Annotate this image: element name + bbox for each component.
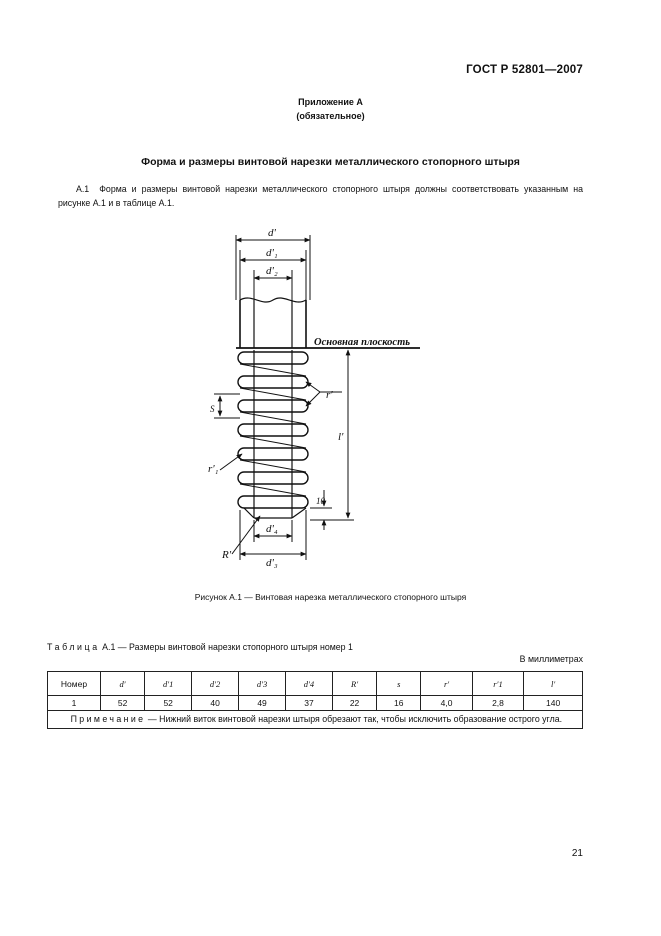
table-cell: 2,8 [472,696,523,711]
table-caption [47,642,353,652]
document-code: ГОСТ Р 52801—2007 [466,64,583,76]
label-r1: r'₁ [208,463,219,475]
header-cell: d′4 [286,672,333,696]
figure-caption: Рисунок А.1 — Винтовая нарезка металлического стопорного штыря [194,592,467,602]
label-r: r' [326,389,333,401]
table-note-row [48,711,583,729]
note-prefix: Примечание [70,714,146,724]
appendix-title: Приложение А [298,97,363,107]
paragraph-text: Форма и размеры винтовой нарезки металлического стопорного штыря должны соответствовать указанным на рисунке А.1 и в таблице А.1. [58,184,583,208]
header-cell: Номер [48,672,101,696]
table-caption-rest: А.1 — Размеры винтовой нарезки стопорного штыря номер 1 [99,642,353,652]
label-d4: d'₄ [266,523,278,535]
appendix-status: (обязательное) [296,111,365,121]
label-base-plane: Основная плоскость [314,337,411,348]
section-title: Форма и размеры винтовой нарезки металлического стопорного штыря [141,156,520,168]
label-l: l' [338,431,344,443]
appendix-heading [0,95,661,123]
table-row [48,696,583,711]
header-cell: l′ [524,672,583,696]
table-cell: 52 [145,696,192,711]
thread-drawing [192,220,432,580]
header-cell: d′2 [192,672,239,696]
label-10: 10 [316,496,325,506]
table-units: В миллиметрах [519,654,583,664]
table-cell: 40 [192,696,239,711]
page-number: 21 [571,848,583,859]
label-d: d' [268,227,276,239]
label-d2: d'₂ [266,265,278,277]
table-note [48,711,583,729]
table-caption-prefix: Таблица [47,642,100,652]
table-header-row [48,672,583,696]
table-cell: 1 [48,696,101,711]
header-cell: r′1 [472,672,523,696]
header-cell: d′3 [239,672,286,696]
table-cell: 16 [377,696,421,711]
dimensions-table [47,671,583,729]
header-cell: r′ [421,672,472,696]
table-cell: 49 [239,696,286,711]
label-d1: d'₁ [266,247,278,259]
header-cell: d′1 [145,672,192,696]
paragraph-a1 [58,182,583,210]
table-cell: 140 [524,696,583,711]
table-cell: 52 [101,696,145,711]
header-cell: d′ [101,672,145,696]
label-s: S [210,404,215,414]
paragraph-number: А.1 [76,184,90,194]
header-cell: R′ [332,672,376,696]
label-R: R' [222,549,232,561]
note-text: — Нижний виток винтовой нарезки штыря обрезают так, чтобы исключить образование острого угла. [145,714,563,724]
table-cell: 22 [332,696,376,711]
table-cell: 4,0 [421,696,472,711]
table-cell: 37 [286,696,333,711]
header-cell: s [377,672,421,696]
label-d3: d'₃ [266,557,278,569]
